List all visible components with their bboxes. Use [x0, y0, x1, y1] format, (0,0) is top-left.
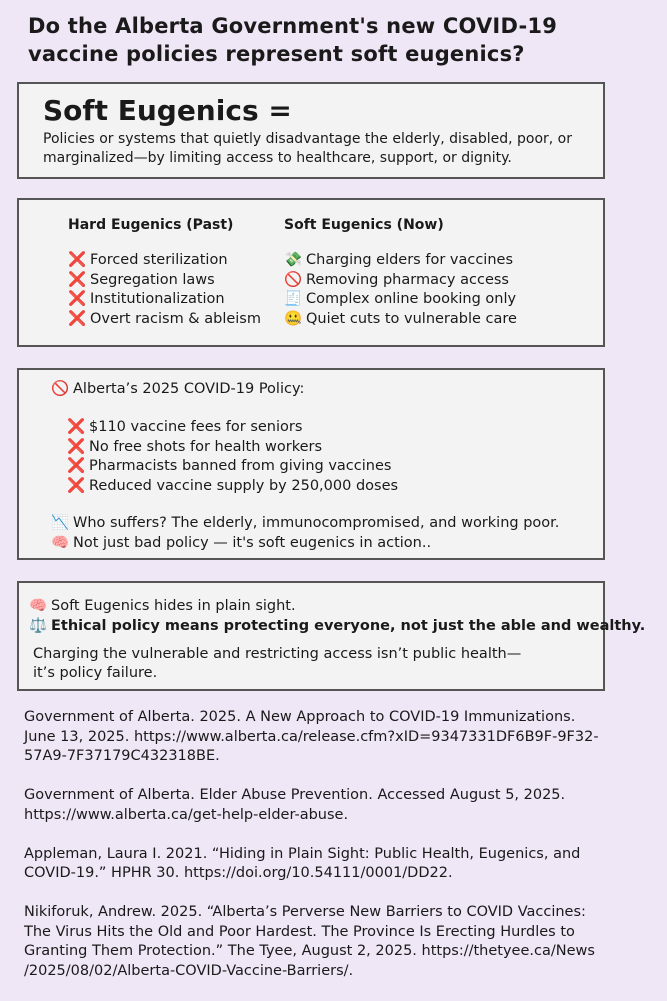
references: [24, 708, 634, 1001]
money-wings-icon: 💸: [284, 252, 303, 268]
cross-mark-icon: ❌: [67, 438, 86, 455]
cross-mark-icon: ❌: [67, 458, 86, 474]
summary-box: [17, 581, 646, 691]
definition-text: Policies or systems that quietly disadvantage the elderly, disabled, poor, or marginalized—by limiting access to healthcare, support, or dignity.: [43, 131, 572, 166]
cross-mark-icon: ❌: [67, 477, 86, 494]
reference-item: Nikiforuk, Andrew. 2025. “Alberta’s Perverse New Barriers to COVID Vaccines: The Virus Hits the Old and Poor Hardest. The Province Is Erecting Hurdles to Granting Them Protection.” The Tyee, August 2, 2025. https://thetyee.ca/News /2025/08/02/Alberta-COVID-Vaccine-Barriers/.: [24, 904, 595, 979]
receipt-icon: 🧾: [284, 291, 303, 307]
prohibited-icon: 🚫: [51, 381, 70, 397]
summary-paragraph: Charging the vulnerable and restricting access isn’t public health— it’s policy failure.: [33, 646, 522, 681]
definition-heading: Soft Eugenics =: [43, 94, 292, 127]
list-item: 🧾 Complex online booking only: [284, 290, 517, 310]
definition-box: [17, 82, 605, 179]
list-item: ❌ Pharmacists banned from giving vaccines: [67, 457, 398, 477]
policy-note: 🧠 Not just bad policy — it's soft eugenics in action..: [51, 535, 432, 551]
page-title: Do the Alberta Government's new COVID-19 vaccine policies represent soft eugenics?: [28, 14, 558, 66]
policy-list: [67, 418, 398, 496]
list-item: ❌ Institutionalization: [68, 290, 261, 310]
balance-scale-icon: ⚖️: [29, 618, 48, 634]
cross-mark-icon: ❌: [68, 310, 87, 327]
reference-item: Government of Alberta. 2025. A New Approach to COVID-19 Immunizations. June 13, 2025. https://www.alberta.ca/release.cfm?xID=9347331DF6B9F-9F32- 57A9-7F37179C432318BE.: [24, 709, 599, 764]
cross-mark-icon: ❌: [68, 271, 87, 288]
brain-icon: 🧠: [51, 535, 70, 551]
summary-line-bold: ⚖️ Ethical policy means protecting everyone, not just the able and wealthy.: [29, 618, 646, 634]
list-item: 🚫 Removing pharmacy access: [284, 271, 517, 291]
list-item: ❌ Forced sterilization: [68, 251, 261, 271]
list-item: 🤐 Quiet cuts to vulnerable care: [284, 310, 517, 330]
brain-icon: 🧠: [29, 598, 48, 614]
reference-item: Appleman, Laura I. 2021. “Hiding in Plain Sight: Public Health, Eugenics, and COVID-19.” HPHR 30. https://doi.org/10.54111/0001/DD22.: [24, 845, 581, 881]
hard-eugenics-column: [68, 216, 261, 329]
comparison-box: [17, 198, 605, 347]
list-item: 💸 Charging elders for vaccines: [284, 251, 517, 271]
soft-eugenics-heading: Soft Eugenics (Now): [284, 217, 444, 233]
policy-note: 📉 Who suffers? The elderly, immunocompromised, and working poor.: [51, 515, 560, 531]
list-item: ❌ Reduced vaccine supply by 250,000 doses: [67, 477, 398, 497]
policy-title: 🚫 Alberta’s 2025 COVID-19 Policy:: [51, 381, 305, 397]
policy-box: [17, 368, 605, 560]
list-item: ❌ $110 vaccine fees for seniors: [67, 418, 398, 438]
list-item: ❌ No free shots for health workers: [67, 438, 398, 458]
soft-eugenics-column: [284, 216, 517, 329]
hard-eugenics-heading: Hard Eugenics (Past): [68, 217, 234, 233]
reference-item: Government of Alberta. Elder Abuse Prevention. Accessed August 5, 2025. https://www.alberta.ca/get-help-elder-abuse.: [24, 787, 566, 823]
chart-decreasing-icon: 📉: [51, 515, 70, 531]
list-item: ❌ Overt racism & ableism: [68, 310, 261, 330]
prohibited-icon: 🚫: [284, 271, 303, 288]
cross-mark-icon: ❌: [67, 419, 86, 435]
list-item: ❌ Segregation laws: [68, 271, 261, 291]
cross-mark-icon: ❌: [68, 252, 87, 268]
summary-line: 🧠 Soft Eugenics hides in plain sight.: [29, 598, 296, 614]
cross-mark-icon: ❌: [68, 291, 87, 307]
zipper-mouth-icon: 🤐: [284, 310, 303, 327]
